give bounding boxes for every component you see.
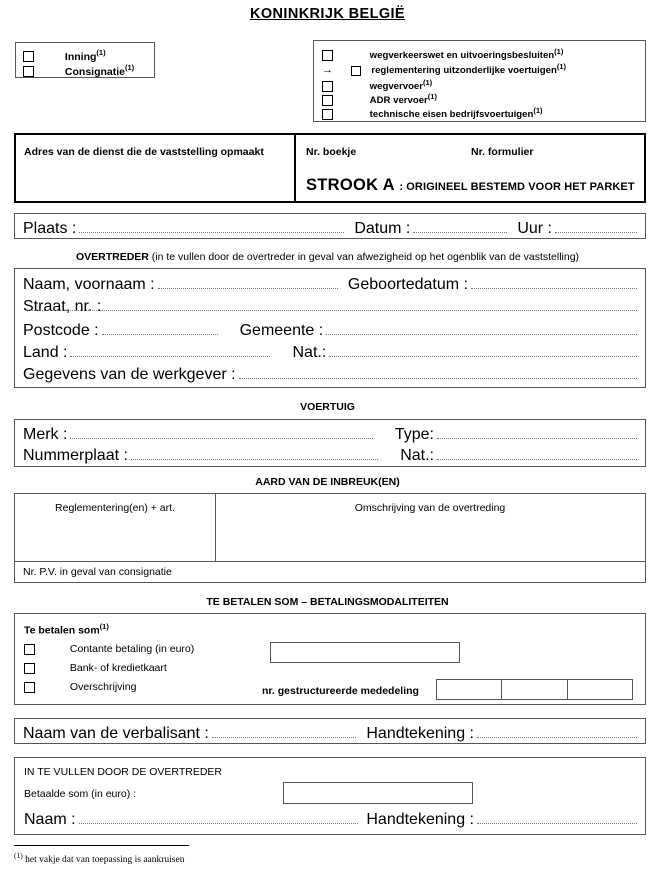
checkbox-wegvervoer[interactable] bbox=[322, 81, 333, 92]
payment-option-bank-kredietkaart[interactable] bbox=[24, 662, 167, 674]
plaats-input[interactable] bbox=[79, 232, 344, 233]
gestructureerde-mededeling-cells[interactable] bbox=[436, 679, 633, 700]
checkbox-reglementering-uitzonderlijke-voertuigen[interactable] bbox=[351, 66, 361, 76]
payment-option-contante-betaling[interactable] bbox=[24, 643, 194, 655]
checkbox-consignatie[interactable] bbox=[23, 66, 34, 77]
verbalisant-handtekening-label: Handtekening : bbox=[366, 725, 474, 742]
land-input[interactable] bbox=[70, 356, 270, 357]
nat-label: Nat.: bbox=[292, 344, 327, 361]
option-row-adr-vervoer[interactable] bbox=[322, 92, 437, 106]
nr-boekje-label: Nr. boekje bbox=[306, 146, 357, 158]
checkbox-inning[interactable] bbox=[23, 51, 34, 62]
footnote-marker: (1) bbox=[99, 622, 109, 631]
option-row-technische-eisen[interactable] bbox=[322, 106, 543, 120]
column-header-omschrijving: Omschrijving van de overtreding bbox=[354, 502, 506, 514]
mededeling-cell-3[interactable] bbox=[568, 680, 632, 699]
voertuig-box bbox=[14, 419, 646, 467]
te-betalen-som-heading: TE BETALEN SOM – BETALINGSMODALITEITEN bbox=[206, 596, 449, 608]
merk-input[interactable] bbox=[70, 438, 372, 439]
page-title-text: KONINKRIJK BELGIË bbox=[249, 6, 406, 22]
overtreder-row-naam bbox=[23, 276, 637, 298]
werkgever-input[interactable] bbox=[239, 378, 637, 379]
vertical-divider bbox=[294, 135, 296, 201]
payment-label-bank-of-kredietkaart: Bank- of kredietkaart bbox=[69, 662, 167, 674]
option-row-reglementering-uitzonderlijke-voertuigen[interactable] bbox=[322, 62, 566, 76]
checkbox-contante-betaling[interactable] bbox=[24, 644, 35, 655]
strook-subtitle: : ORIGINEEL BESTEMD VOOR HET PARKET bbox=[399, 181, 635, 193]
footnote-marker: (1) bbox=[556, 62, 567, 71]
plaats-datum-uur-box bbox=[14, 213, 646, 239]
footnote-text: het vakje dat van toepassing is aankruisen bbox=[22, 855, 185, 866]
te-betalen-som-subtitle-text: Te betalen som bbox=[24, 624, 100, 637]
in-te-vullen-heading: IN TE VULLEN DOOR DE OVERTREDER bbox=[24, 766, 222, 778]
nr-formulier-label: Nr. formulier bbox=[471, 146, 534, 158]
option-label-adr-vervoer: ADR vervoer bbox=[369, 95, 428, 107]
straat-input[interactable] bbox=[26, 310, 637, 311]
checkbox-overschrijving[interactable] bbox=[24, 682, 35, 693]
footnote-marker: (1) bbox=[14, 851, 23, 860]
uur-input[interactable] bbox=[555, 232, 637, 233]
amount-input[interactable] bbox=[270, 642, 460, 663]
aard-inbreuk-heading: AARD VAN DE INBREUK(EN) bbox=[255, 476, 400, 488]
footnote-marker: (1) bbox=[533, 106, 543, 115]
checkbox-technische-eisen-bedrijfsvoertuigen[interactable] bbox=[322, 109, 333, 120]
naam-voornaam-input[interactable] bbox=[158, 288, 338, 289]
overtreder-row-werkgever bbox=[23, 366, 637, 388]
payment-option-overschrijving[interactable] bbox=[24, 681, 136, 693]
land-label: Land : bbox=[23, 344, 68, 361]
inning-consignatie-box bbox=[15, 42, 155, 78]
mededeling-cell-1[interactable] bbox=[437, 680, 502, 699]
aard-inbreuk-table bbox=[14, 493, 646, 583]
overtreder-row-land bbox=[23, 344, 637, 366]
option-label-inning: Inning bbox=[64, 50, 97, 63]
overtreder-row-straat bbox=[23, 298, 637, 315]
option-label-technische-eisen-bedrijfsvoertuigen: technische eisen bedrijfsvoertuigen bbox=[369, 109, 534, 121]
geboortedatum-label: Geboortedatum : bbox=[347, 276, 468, 293]
overtreder-handtekening-label: Handtekening : bbox=[366, 811, 474, 828]
naam-voornaam-label: Naam, voornaam : bbox=[23, 276, 155, 293]
column-header-reglementering: Reglementering(en) + art. bbox=[55, 502, 175, 514]
payment-label-contante-betaling: Contante betaling (in euro) bbox=[69, 643, 195, 655]
gemeente-input[interactable] bbox=[326, 334, 637, 335]
verbalisant-naam-label: Naam van de verbalisant : bbox=[23, 725, 209, 742]
straat-label: Straat, nr. : bbox=[23, 298, 102, 315]
voertuig-nat-label: Nat.: bbox=[400, 447, 434, 464]
voertuig-nat-input[interactable] bbox=[437, 459, 637, 460]
postcode-input[interactable] bbox=[102, 334, 218, 335]
adres-dienst-label: Adres van de dienst die de vaststelling opmaakt bbox=[24, 146, 264, 158]
nr-pv-label: Nr. P.V. in geval van consignatie bbox=[23, 566, 172, 578]
checkbox-bank-of-kredietkaart[interactable] bbox=[24, 663, 35, 674]
checkbox-wegverkeerswet[interactable] bbox=[322, 50, 333, 61]
row-divider bbox=[15, 561, 645, 562]
type-label: Type: bbox=[394, 426, 434, 443]
arrow-right-icon: → bbox=[322, 64, 333, 77]
plaats-label: Plaats : bbox=[23, 220, 77, 237]
voertuig-row-nummerplaat bbox=[23, 447, 637, 468]
mededeling-cell-2[interactable] bbox=[502, 680, 567, 699]
gestructureerde-mededeling-label: nr. gestructureerde mededeling bbox=[262, 685, 419, 697]
nat-input[interactable] bbox=[329, 356, 637, 357]
overtreder-heading bbox=[0, 251, 655, 263]
datum-label: Datum : bbox=[354, 220, 411, 237]
uur-label: Uur : bbox=[517, 220, 552, 237]
werkgever-label: Gegevens van de werkgever : bbox=[23, 366, 236, 383]
te-betalen-som-subtitle bbox=[24, 622, 109, 637]
type-input[interactable] bbox=[437, 438, 637, 439]
verbalisant-naam-input[interactable] bbox=[212, 737, 356, 738]
overtreder-row-straat-line bbox=[23, 310, 637, 322]
overtreder-naam-label: Naam : bbox=[24, 811, 76, 828]
overtreder-handtekening-input[interactable] bbox=[477, 823, 637, 824]
betaalde-som-label: Betaalde som (in euro) : bbox=[24, 788, 137, 800]
betaalde-som-input[interactable] bbox=[283, 782, 473, 804]
overtreder-row-postcode bbox=[23, 322, 637, 344]
payment-label-overschrijving: Overschrijving bbox=[69, 681, 137, 693]
option-label-wegverkeerswet: wegverkeerswet en uitvoeringsbesluiten bbox=[369, 50, 555, 62]
voertuig-heading: VOERTUIG bbox=[300, 401, 355, 413]
option-row-inning[interactable] bbox=[23, 48, 106, 63]
footnote-marker: (1) bbox=[125, 63, 135, 72]
checkbox-adr-vervoer[interactable] bbox=[322, 95, 333, 106]
overtreder-box bbox=[14, 268, 646, 388]
footnote-marker: (1) bbox=[427, 92, 437, 101]
option-row-consignatie[interactable] bbox=[23, 63, 134, 78]
verbalisant-box bbox=[14, 718, 646, 744]
option-label-reglementering-uitzonderlijke-voertuigen: reglementering uitzonderlijke voertuigen bbox=[371, 65, 557, 77]
verbalisant-handtekening-input[interactable] bbox=[477, 737, 637, 738]
option-row-wegvervoer[interactable] bbox=[322, 78, 432, 92]
page-title bbox=[0, 6, 655, 22]
datum-input[interactable] bbox=[413, 232, 507, 233]
postcode-label: Postcode : bbox=[23, 322, 99, 339]
footnote-marker: (1) bbox=[423, 78, 433, 87]
geboortedatum-input[interactable] bbox=[471, 288, 637, 289]
footnote-marker: (1) bbox=[96, 48, 106, 57]
voertuig-row-merk bbox=[23, 426, 637, 447]
strook-designation bbox=[306, 176, 635, 195]
merk-label: Merk : bbox=[23, 426, 68, 443]
gemeente-label: Gemeente : bbox=[239, 322, 324, 339]
footnote bbox=[14, 851, 184, 865]
nummerplaat-input[interactable] bbox=[131, 459, 378, 460]
strook-title: STROOK A bbox=[306, 176, 395, 194]
overtreder-heading-bold: OVERTREDER bbox=[75, 251, 149, 263]
overtreder-heading-note: (in te vullen door de overtreder in geval van afwezigheid op het ogenblik van de vaststelling) bbox=[148, 251, 580, 263]
regelgeving-box bbox=[313, 40, 646, 122]
option-row-wegverkeerswet[interactable] bbox=[322, 47, 563, 61]
option-label-wegvervoer: wegvervoer bbox=[369, 81, 423, 93]
overtreder-naam-input[interactable] bbox=[79, 823, 359, 824]
footnote-rule bbox=[14, 845, 189, 846]
footnote-marker: (1) bbox=[554, 47, 564, 56]
nummerplaat-label: Nummerplaat : bbox=[23, 447, 128, 464]
te-betalen-som-box bbox=[14, 613, 646, 705]
strook-header-box bbox=[14, 133, 646, 203]
in-te-vullen-overtreder-box bbox=[14, 757, 646, 835]
option-label-consignatie: Consignatie bbox=[64, 65, 126, 78]
